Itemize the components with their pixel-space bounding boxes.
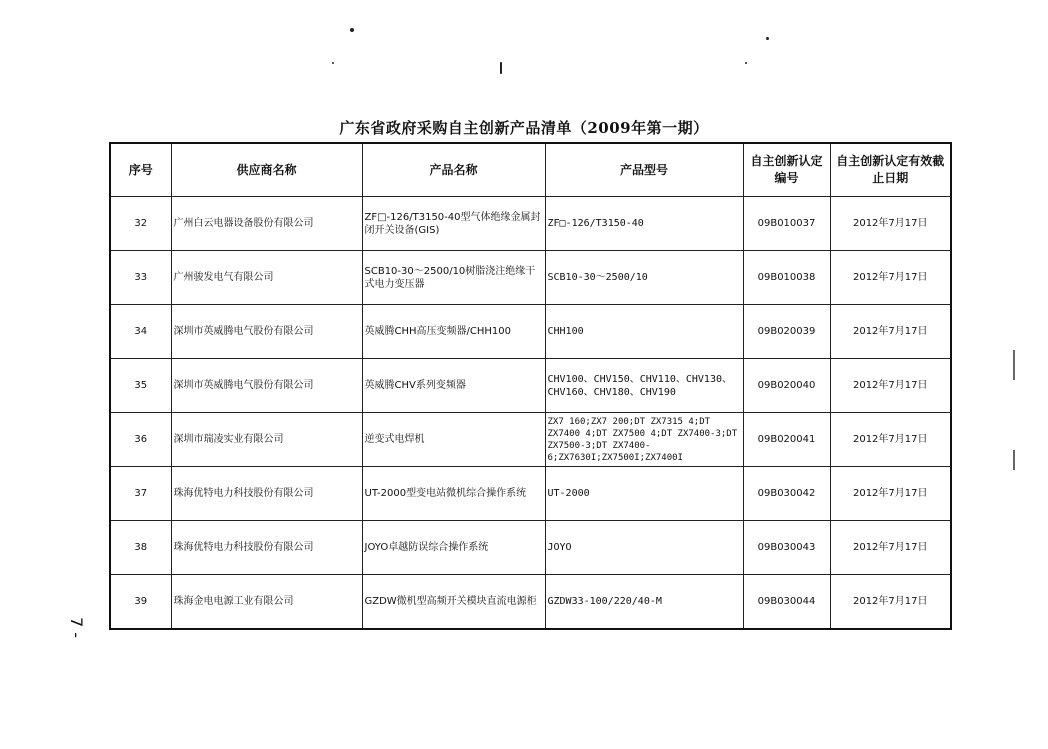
scan-edge-mark [1013, 450, 1015, 470]
product-model: CHH100 [545, 305, 743, 359]
expiry-date: 2012年7月17日 [830, 521, 951, 575]
row-number: 38 [110, 521, 171, 575]
scan-speck [745, 62, 747, 64]
expiry-date: 2012年7月17日 [830, 305, 951, 359]
table-row [110, 521, 951, 575]
table-row [110, 197, 951, 251]
scan-speck [500, 62, 502, 74]
product-model: GZDW33-100/220/40-M [545, 575, 743, 630]
row-number: 33 [110, 251, 171, 305]
certification-code: 09B010038 [743, 251, 830, 305]
product-model: SCB10-30～2500/10 [545, 251, 743, 305]
table-row [110, 359, 951, 413]
table-row [110, 305, 951, 359]
supplier-name: 深圳市英威腾电气股份有限公司 [171, 305, 362, 359]
product-name: ZF□-126/T3150-40型气体绝缘金属封闭开关设备(GIS) [362, 197, 545, 251]
product-name: SCB10-30～2500/10树脂浇注绝缘干式电力变压器 [362, 251, 545, 305]
expiry-date: 2012年7月17日 [830, 467, 951, 521]
row-number: 37 [110, 467, 171, 521]
certification-code: 09B030044 [743, 575, 830, 630]
expiry-date: 2012年7月17日 [830, 575, 951, 630]
header-expiry: 自主创新认定有效截止日期 [830, 143, 951, 197]
product-name: GZDW微机型高频开关模块直流电源柜 [362, 575, 545, 630]
certification-code: 09B030042 [743, 467, 830, 521]
scan-edge-mark [1013, 350, 1015, 380]
product-name: JOYO卓越防误综合操作系统 [362, 521, 545, 575]
product-model: UT-2000 [545, 467, 743, 521]
product-model: JOYO [545, 521, 743, 575]
table-row [110, 251, 951, 305]
table-header-row [110, 143, 951, 197]
product-name: 逆变式电焊机 [362, 413, 545, 467]
row-number: 36 [110, 413, 171, 467]
table-row [110, 413, 951, 467]
product-model: ZF□-126/T3150-40 [545, 197, 743, 251]
expiry-date: 2012年7月17日 [830, 359, 951, 413]
certification-code: 09B030043 [743, 521, 830, 575]
page-number-mark: 7 - [67, 616, 87, 639]
expiry-date: 2012年7月17日 [830, 413, 951, 467]
row-number: 32 [110, 197, 171, 251]
product-list-table [109, 142, 952, 630]
certification-code: 09B020039 [743, 305, 830, 359]
scan-speck [332, 62, 334, 64]
product-name: 英威腾CHH高压变频器/CHH100 [362, 305, 545, 359]
header-supplier: 供应商名称 [171, 143, 362, 197]
header-num: 序号 [110, 143, 171, 197]
table-row [110, 575, 951, 630]
supplier-name: 珠海优特电力科技股份有限公司 [171, 467, 362, 521]
header-product: 产品名称 [362, 143, 545, 197]
expiry-date: 2012年7月17日 [830, 251, 951, 305]
supplier-name: 珠海金电电源工业有限公司 [171, 575, 362, 630]
certification-code: 09B020040 [743, 359, 830, 413]
row-number: 34 [110, 305, 171, 359]
supplier-name: 珠海优特电力科技股份有限公司 [171, 521, 362, 575]
certification-code: 09B010037 [743, 197, 830, 251]
product-name: UT-2000型变电站微机综合操作系统 [362, 467, 545, 521]
supplier-name: 广州白云电器设备股份有限公司 [171, 197, 362, 251]
table-row [110, 467, 951, 521]
row-number: 39 [110, 575, 171, 630]
scan-speck [766, 37, 769, 40]
header-model: 产品型号 [545, 143, 743, 197]
header-code: 自主创新认定编号 [743, 143, 830, 197]
supplier-name: 广州骏发电气有限公司 [171, 251, 362, 305]
supplier-name: 深圳市英威腾电气股份有限公司 [171, 359, 362, 413]
scan-speck [350, 28, 354, 32]
product-model: CHV100、CHV150、CHV110、CHV130、CHV160、CHV180、CHV190 [545, 359, 743, 413]
supplier-name: 深圳市瑞凌实业有限公司 [171, 413, 362, 467]
certification-code: 09B020041 [743, 413, 830, 467]
product-name: 英威腾CHV系列变频器 [362, 359, 545, 413]
row-number: 35 [110, 359, 171, 413]
document-title: 广东省政府采购自主创新产品清单（2009年第一期） [339, 119, 709, 137]
product-model: ZX7 160;ZX7 200;DT ZX7315 4;DT ZX7400 4;DT ZX7500 4;DT ZX7400-3;DT ZX7500-3;DT ZX7400-6;ZX7630I;ZX7500I;ZX7400I [545, 413, 743, 467]
expiry-date: 2012年7月17日 [830, 197, 951, 251]
